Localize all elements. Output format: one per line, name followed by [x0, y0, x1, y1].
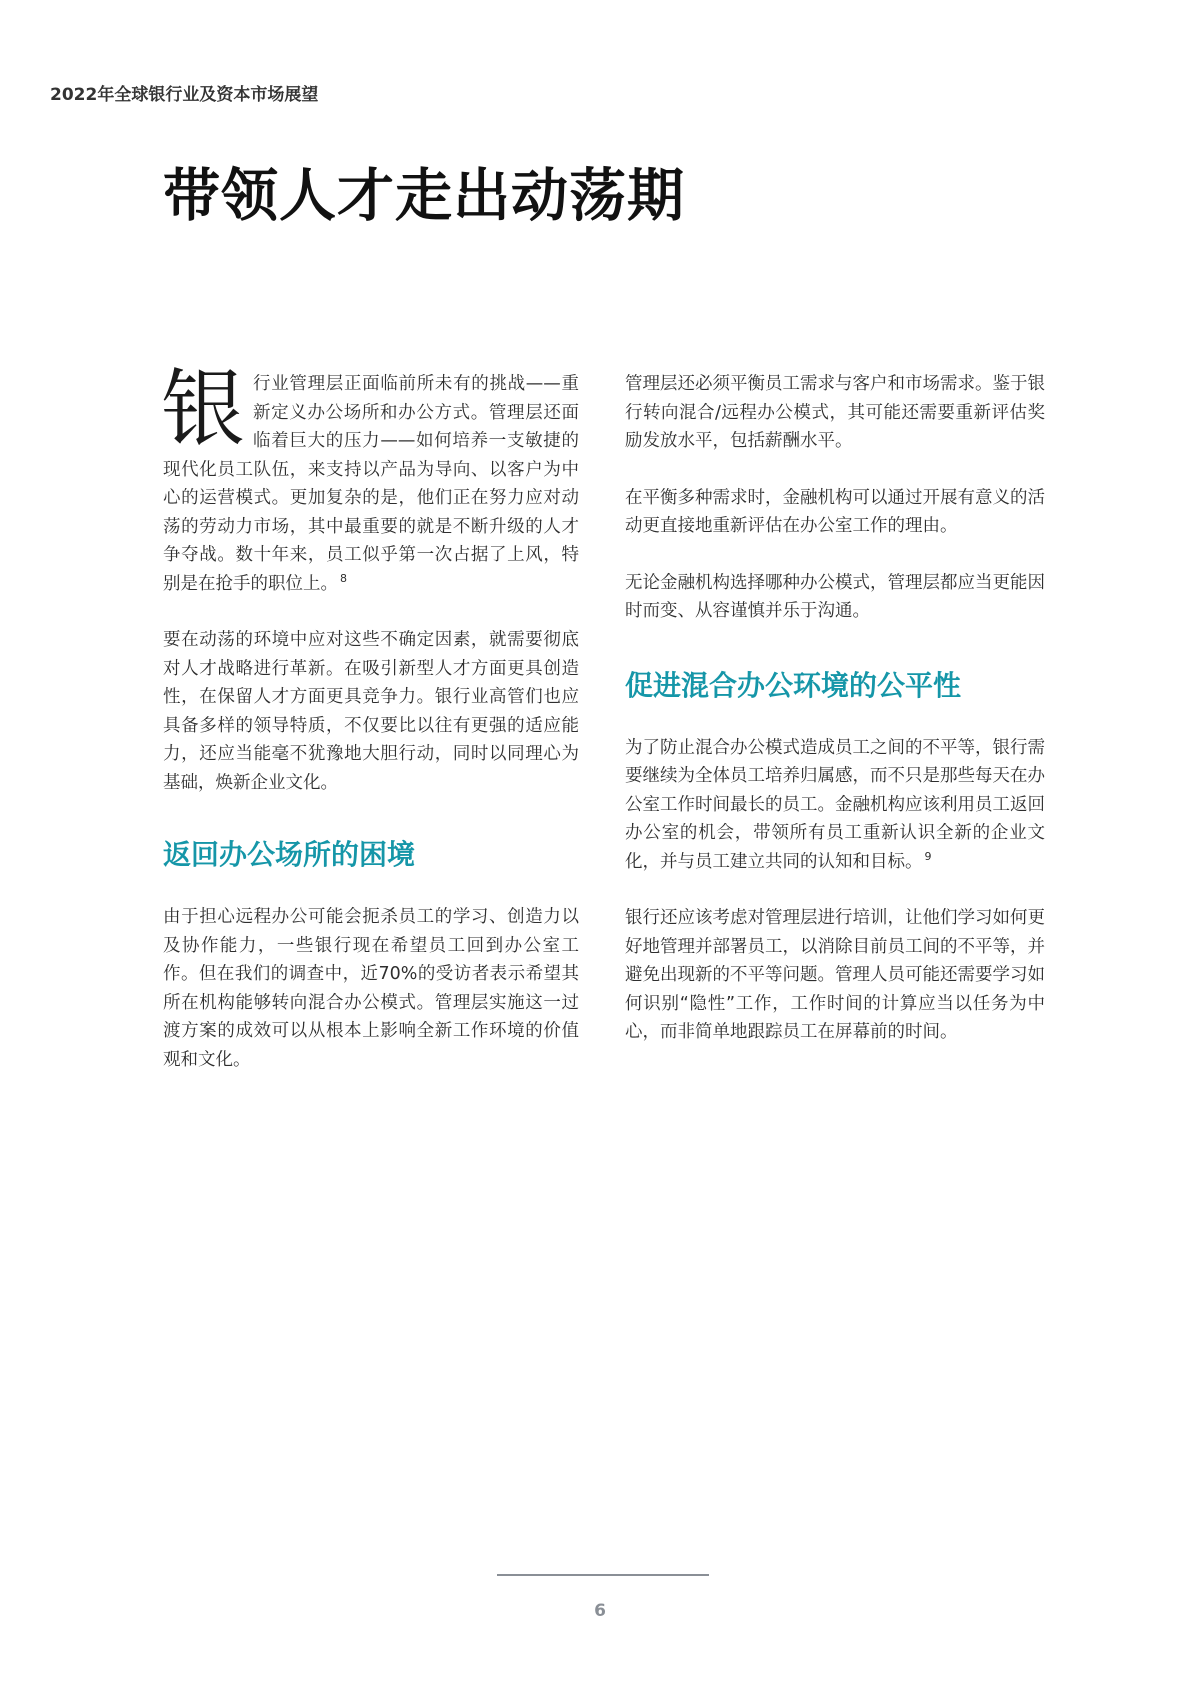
running-header: 2022年全球银行业及资本市场展望 [50, 85, 319, 105]
paragraph: 管理层还必须平衡员工需求与客户和市场需求。鉴于银行转向混合/远程办公模式，其可能还需要重新评估奖励发放水平，包括薪酬水平。 [625, 374, 1045, 451]
paragraph: 无论金融机构选择哪种办公模式，管理层都应当更能因时而变、从容谨慎并乐于沟通。 [625, 572, 1045, 621]
drop-cap: 银 [161, 360, 246, 458]
paragraph: 要在动荡的环境中应对这些不确定因素，就需要彻底对人才战略进行革新。在吸引新型人才方面更具创造性，在保留人才方面更具竞争力。银行业高管们也应具备多样的领导特质，不仅要比以往有更强的适应能力，还应当能毫不犹豫地大胆行动，同时以同理心为基础，焕新企业文化。 [163, 630, 579, 793]
page-title: 带领人才走出动荡期 [163, 163, 685, 229]
section-heading-hybrid-fairness: 促进混合办公环境的公平性 [625, 668, 962, 702]
left-column [161, 360, 579, 1102]
paragraph: 银行还应该考虑对管理层进行培训，让他们学习如何更好地管理并部署员工，以消除目前员工间的不平等，并避免出现新的不平等问题。管理人员可能还需要学习如何识别“隐性”工作，工作时间的计算应当以任务为中心，而非简单地跟踪员工在屏幕前的时间。 [625, 908, 1045, 1042]
paragraph [625, 734, 1045, 877]
intro-paragraph-text: 行业管理层正面临前所未有的挑战——重新定义办公场所和办公方式。管理层还面临着巨大的压力——如何培养一支敏捷的现代化员工队伍，来支持以产品为导向、以客户为中心的运营模式。更加复杂的是，他们正在努力应对动荡的劳动力市场，其中最重要的就是不断升级的人才争夺战。数十年来，员工似乎第一次占据了上风，特别是在抢手的职位上。 [163, 374, 579, 594]
paragraph: 由于担心远程办公可能会扼杀员工的学习、创造力以及协作能力，一些银行现在希望员工回到办公室工作。但在我们的调查中，近70%的受访者表示希望其所在机构能够转向混合办公模式。管理层实施这一过渡方案的成效可以从根本上影响全新工作环境的价值观和文化。 [163, 907, 579, 1070]
footnote-ref: 9 [924, 849, 932, 863]
paragraph-text: 为了防止混合办公模式造成员工之间的不平等，银行需要继续为全体员工培养归属感，而不只是那些每天在办公室工作时间最长的员工。金融机构应该利用员工返回办公室的机会，带领所有员工重新认识全新的企业文化，并与员工建立共同的认知和目标。 [625, 737, 1045, 872]
intro-paragraph [161, 360, 579, 598]
footer-divider [497, 1574, 709, 1576]
right-column [625, 370, 1045, 1075]
section-heading-return-office: 返回办公场所的困境 [163, 838, 416, 871]
paragraph: 在平衡多种需求时，金融机构可以通过开展有意义的活动更直接地重新评估在办公室工作的理由。 [625, 487, 1045, 536]
page-number: 6 [594, 1601, 606, 1621]
footnote-ref: 8 [340, 571, 347, 585]
